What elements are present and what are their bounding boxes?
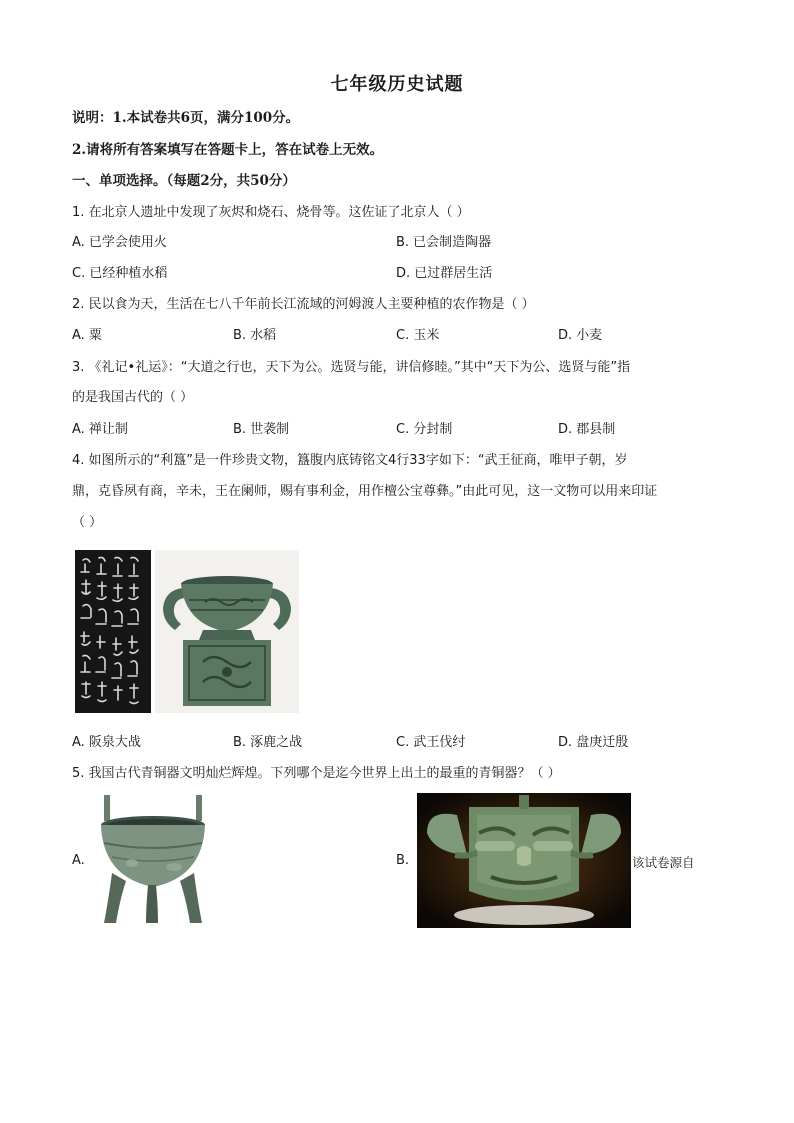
instructions-line-2: 2.请将所有答案填写在答题卡上，答在试卷上无效。: [72, 142, 384, 158]
bronze-mask-image: [417, 793, 631, 928]
question-3-stem-line-1: 3. 《礼记•礼运》：“大道之行也，天下为公。选贤与能，讲信修睦。”其中“天下为公、选贤与能”指: [72, 360, 631, 375]
question-1-stem: 1. 在北京人遗址中发现了灰烬和烧石、烧骨等。这佐证了北京人（ ）: [72, 205, 470, 220]
q3-option-a: A. 禅让制: [72, 422, 128, 437]
question-4-stem-line-2: 鼎，克昏夙有商，辛未，王在阑师，赐有事利金，用作檀公宝尊彝。”由此可见，这一文物可以用来印证: [72, 484, 658, 499]
q3-option-b: B. 世袭制: [233, 422, 290, 437]
q4-option-c: C. 武王伐纣: [396, 735, 466, 750]
ding-tripod-graphic: [92, 793, 214, 929]
q5-option-a-label: A.: [72, 853, 85, 868]
q1-option-c: C. 已经种植水稻: [72, 266, 168, 281]
q4-option-a: A. 阪泉大战: [72, 735, 141, 750]
q5-option-b-label: B.: [396, 853, 410, 868]
q1-option-d: D. 已过群居生活: [396, 266, 493, 281]
instructions-line-1: 说明：1.本试卷共6页，满分100分。: [72, 110, 300, 126]
q1-option-b: B. 已会制造陶器: [396, 235, 492, 250]
question-3-stem-line-2: 的是我国古代的（ ）: [72, 390, 194, 405]
bronze-mask-graphic: [417, 793, 631, 928]
q2-option-b: B. 水稻: [233, 328, 277, 343]
q3-option-c: C. 分封制: [396, 422, 453, 437]
question-5-stem: 5. 我国古代青铜器文明灿烂辉煌。下列哪个是迄今世界上出土的最重的青铜器？（ ）: [72, 766, 561, 781]
q4-option-d: D. 盘庚迁殷: [558, 735, 629, 750]
inscription-glyphs-graphic: [75, 550, 151, 713]
li-gui-bronze-image: [155, 550, 299, 713]
q2-option-d: D. 小麦: [558, 328, 603, 343]
question-2-stem: 2. 民以食为天，生活在七八千年前长江流域的河姆渡人主要种植的农作物是（ ）: [72, 297, 535, 312]
q1-option-a: A. 已学会使用火: [72, 235, 167, 250]
section-heading: 一、单项选择。（每题2分，共50分）: [72, 173, 296, 189]
li-gui-vessel-graphic: [155, 550, 299, 713]
question-4-stem-line-1: 4. 如图所示的“利簋”是一件珍贵文物，簋腹内底铸铭文4行33字如下：“武王征商，唯甲子朝，岁: [72, 453, 628, 468]
page-title: 七年级历史试题: [330, 74, 464, 95]
q2-option-c: C. 玉米: [396, 328, 440, 343]
watermark-text: 该试卷源自: [632, 855, 695, 870]
q3-option-d: D. 郡县制: [558, 422, 616, 437]
q4-option-b: B. 涿鹿之战: [233, 735, 303, 750]
q2-option-a: A. 粟: [72, 328, 102, 343]
inscription-rubbing-image: [75, 550, 151, 713]
question-4-stem-line-3: （ ）: [72, 515, 103, 530]
bronze-ding-image: [92, 793, 214, 929]
